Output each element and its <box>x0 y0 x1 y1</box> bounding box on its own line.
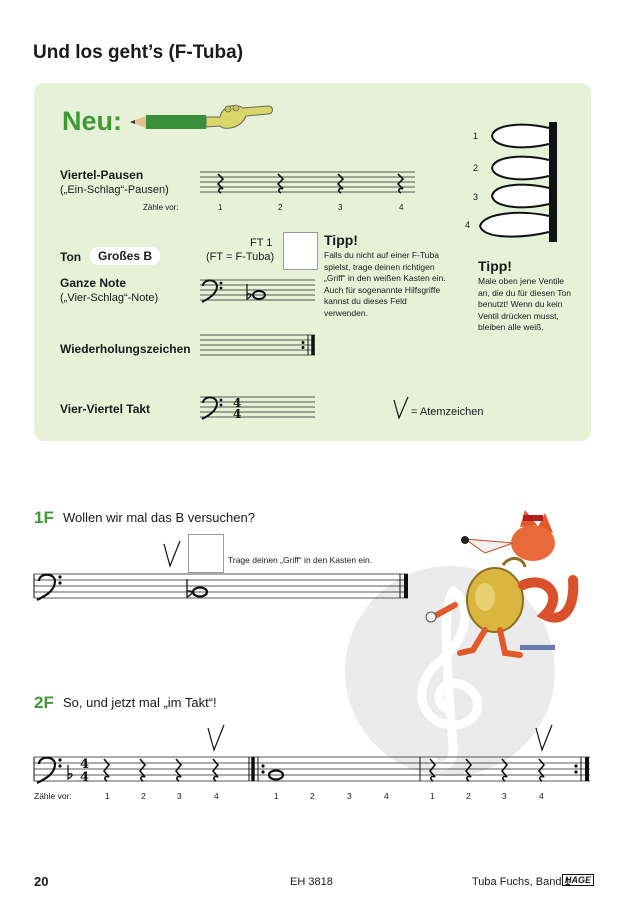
quarter-rest-sub: („Ein-Schlag“-Pausen) <box>60 184 169 196</box>
exercise2-staff <box>34 755 594 785</box>
publisher-logo: HAGE <box>562 874 594 886</box>
breath-mark-label: = Atemzeichen <box>411 406 484 418</box>
valve-4[interactable] <box>480 213 549 237</box>
breath-mark-icon <box>206 724 226 752</box>
quarter-rest-label: Viertel-Pausen <box>60 168 144 182</box>
whole-note-staff <box>200 278 315 304</box>
svg-text:4: 4 <box>233 407 242 421</box>
quarter-rest-staff <box>200 170 415 196</box>
valve-2[interactable] <box>492 157 549 180</box>
fingering-ft-explain: (FT = F-Tuba) <box>206 251 275 263</box>
valve-number-4: 4 <box>465 220 471 230</box>
exercise1-title: Wollen wir mal das B versuchen? <box>63 510 255 525</box>
time-signature-staff <box>200 395 315 421</box>
tipp2-text: Male oben jene Ventile an, die du für diesen Ton benutzt! Wenn du kein Ventil drücken musst, bleiben alle weiß. <box>478 276 571 332</box>
exercise1-box-hint: Trage deinen „Griff“ in den Kasten ein. <box>228 555 373 565</box>
fox-tuba-illustration <box>425 505 595 665</box>
breath-mark-icon <box>162 540 182 568</box>
bass-clef-icon <box>202 397 217 419</box>
tipp1-text: Falls du nicht auf einer F-Tuba spielst, trage deinen richtigen „Griff“ in den weißen Kasten ein. Auch für sogenannte Hilfsgriffe kannst du dieses Feld verwenden. <box>324 250 446 318</box>
whole-note-sub: („Vier-Schlag“-Note) <box>60 292 159 304</box>
bass-clef-icon <box>37 575 55 600</box>
tipp1-heading: Tipp! <box>324 232 358 248</box>
valve-number-2: 2 <box>473 163 479 173</box>
breath-mark-icon <box>392 396 410 420</box>
exercise2-count: 2 <box>310 791 315 801</box>
tone-label: Ton <box>60 250 82 264</box>
footer-code: EH 3818 <box>290 876 333 888</box>
tone-value-badge: Großes B <box>90 247 160 265</box>
bass-clef-icon <box>37 758 55 783</box>
count-3: 3 <box>338 203 343 212</box>
valve-number-1: 1 <box>473 131 479 141</box>
svg-text:4: 4 <box>80 770 90 785</box>
exercise2-title: So, und jetzt mal „im Takt“! <box>63 695 217 710</box>
fingering-box[interactable] <box>283 232 318 270</box>
page-number: 20 <box>34 874 49 889</box>
whole-note-label: Ganze Note <box>60 276 127 290</box>
exercise2-count: 4 <box>214 791 219 801</box>
valve-3[interactable] <box>492 185 549 208</box>
exercise2-count: 3 <box>502 791 507 801</box>
exercise2-count: 4 <box>384 791 389 801</box>
svg-text:4: 4 <box>80 757 90 772</box>
valve-diagram <box>484 120 564 245</box>
flat-icon <box>247 284 251 299</box>
valve-number-3: 3 <box>473 192 479 202</box>
panel-heading: Neu: <box>62 106 122 136</box>
exercise2-number: 2F <box>34 693 54 712</box>
exercise1-fingering-box[interactable] <box>188 534 224 573</box>
svg-text:4: 4 <box>233 396 242 410</box>
exercise1-number: 1F <box>34 508 54 527</box>
bass-clef-icon <box>202 280 217 302</box>
exercise1-staff <box>34 572 410 602</box>
exercise2-count: 1 <box>430 791 435 801</box>
exercise2-count: 1 <box>105 791 110 801</box>
pencil-trumpet-icon <box>128 100 278 140</box>
exercise2-count: 1 <box>274 791 279 801</box>
breath-mark-icon <box>534 724 554 752</box>
exercise2-count-label: Zähle vor: <box>34 791 72 801</box>
tipp2-heading: Tipp! <box>478 258 512 274</box>
fingering-ft-label: FT 1 <box>250 237 273 249</box>
count-label: Zähle vor: <box>143 203 179 212</box>
repeat-sign-label: Wiederholungszeichen <box>60 342 191 356</box>
flat-icon <box>68 765 72 779</box>
exercise2-count: 3 <box>347 791 352 801</box>
count-2: 2 <box>278 203 283 212</box>
exercise2-count: 3 <box>177 791 182 801</box>
exercise2-count: 2 <box>466 791 471 801</box>
repeat-sign-staff <box>200 333 320 359</box>
exercise2-count: 4 <box>539 791 544 801</box>
valve-1[interactable] <box>492 125 549 148</box>
page-title: Und los geht’s (F-Tuba) <box>33 42 244 63</box>
count-1: 1 <box>218 203 223 212</box>
count-4: 4 <box>399 203 404 212</box>
flat-icon <box>187 579 192 597</box>
exercise2-count: 2 <box>141 791 146 801</box>
time-signature-label: Vier-Viertel Takt <box>60 402 151 416</box>
footer-book: Tuba Fuchs, Band 1 <box>472 876 571 888</box>
